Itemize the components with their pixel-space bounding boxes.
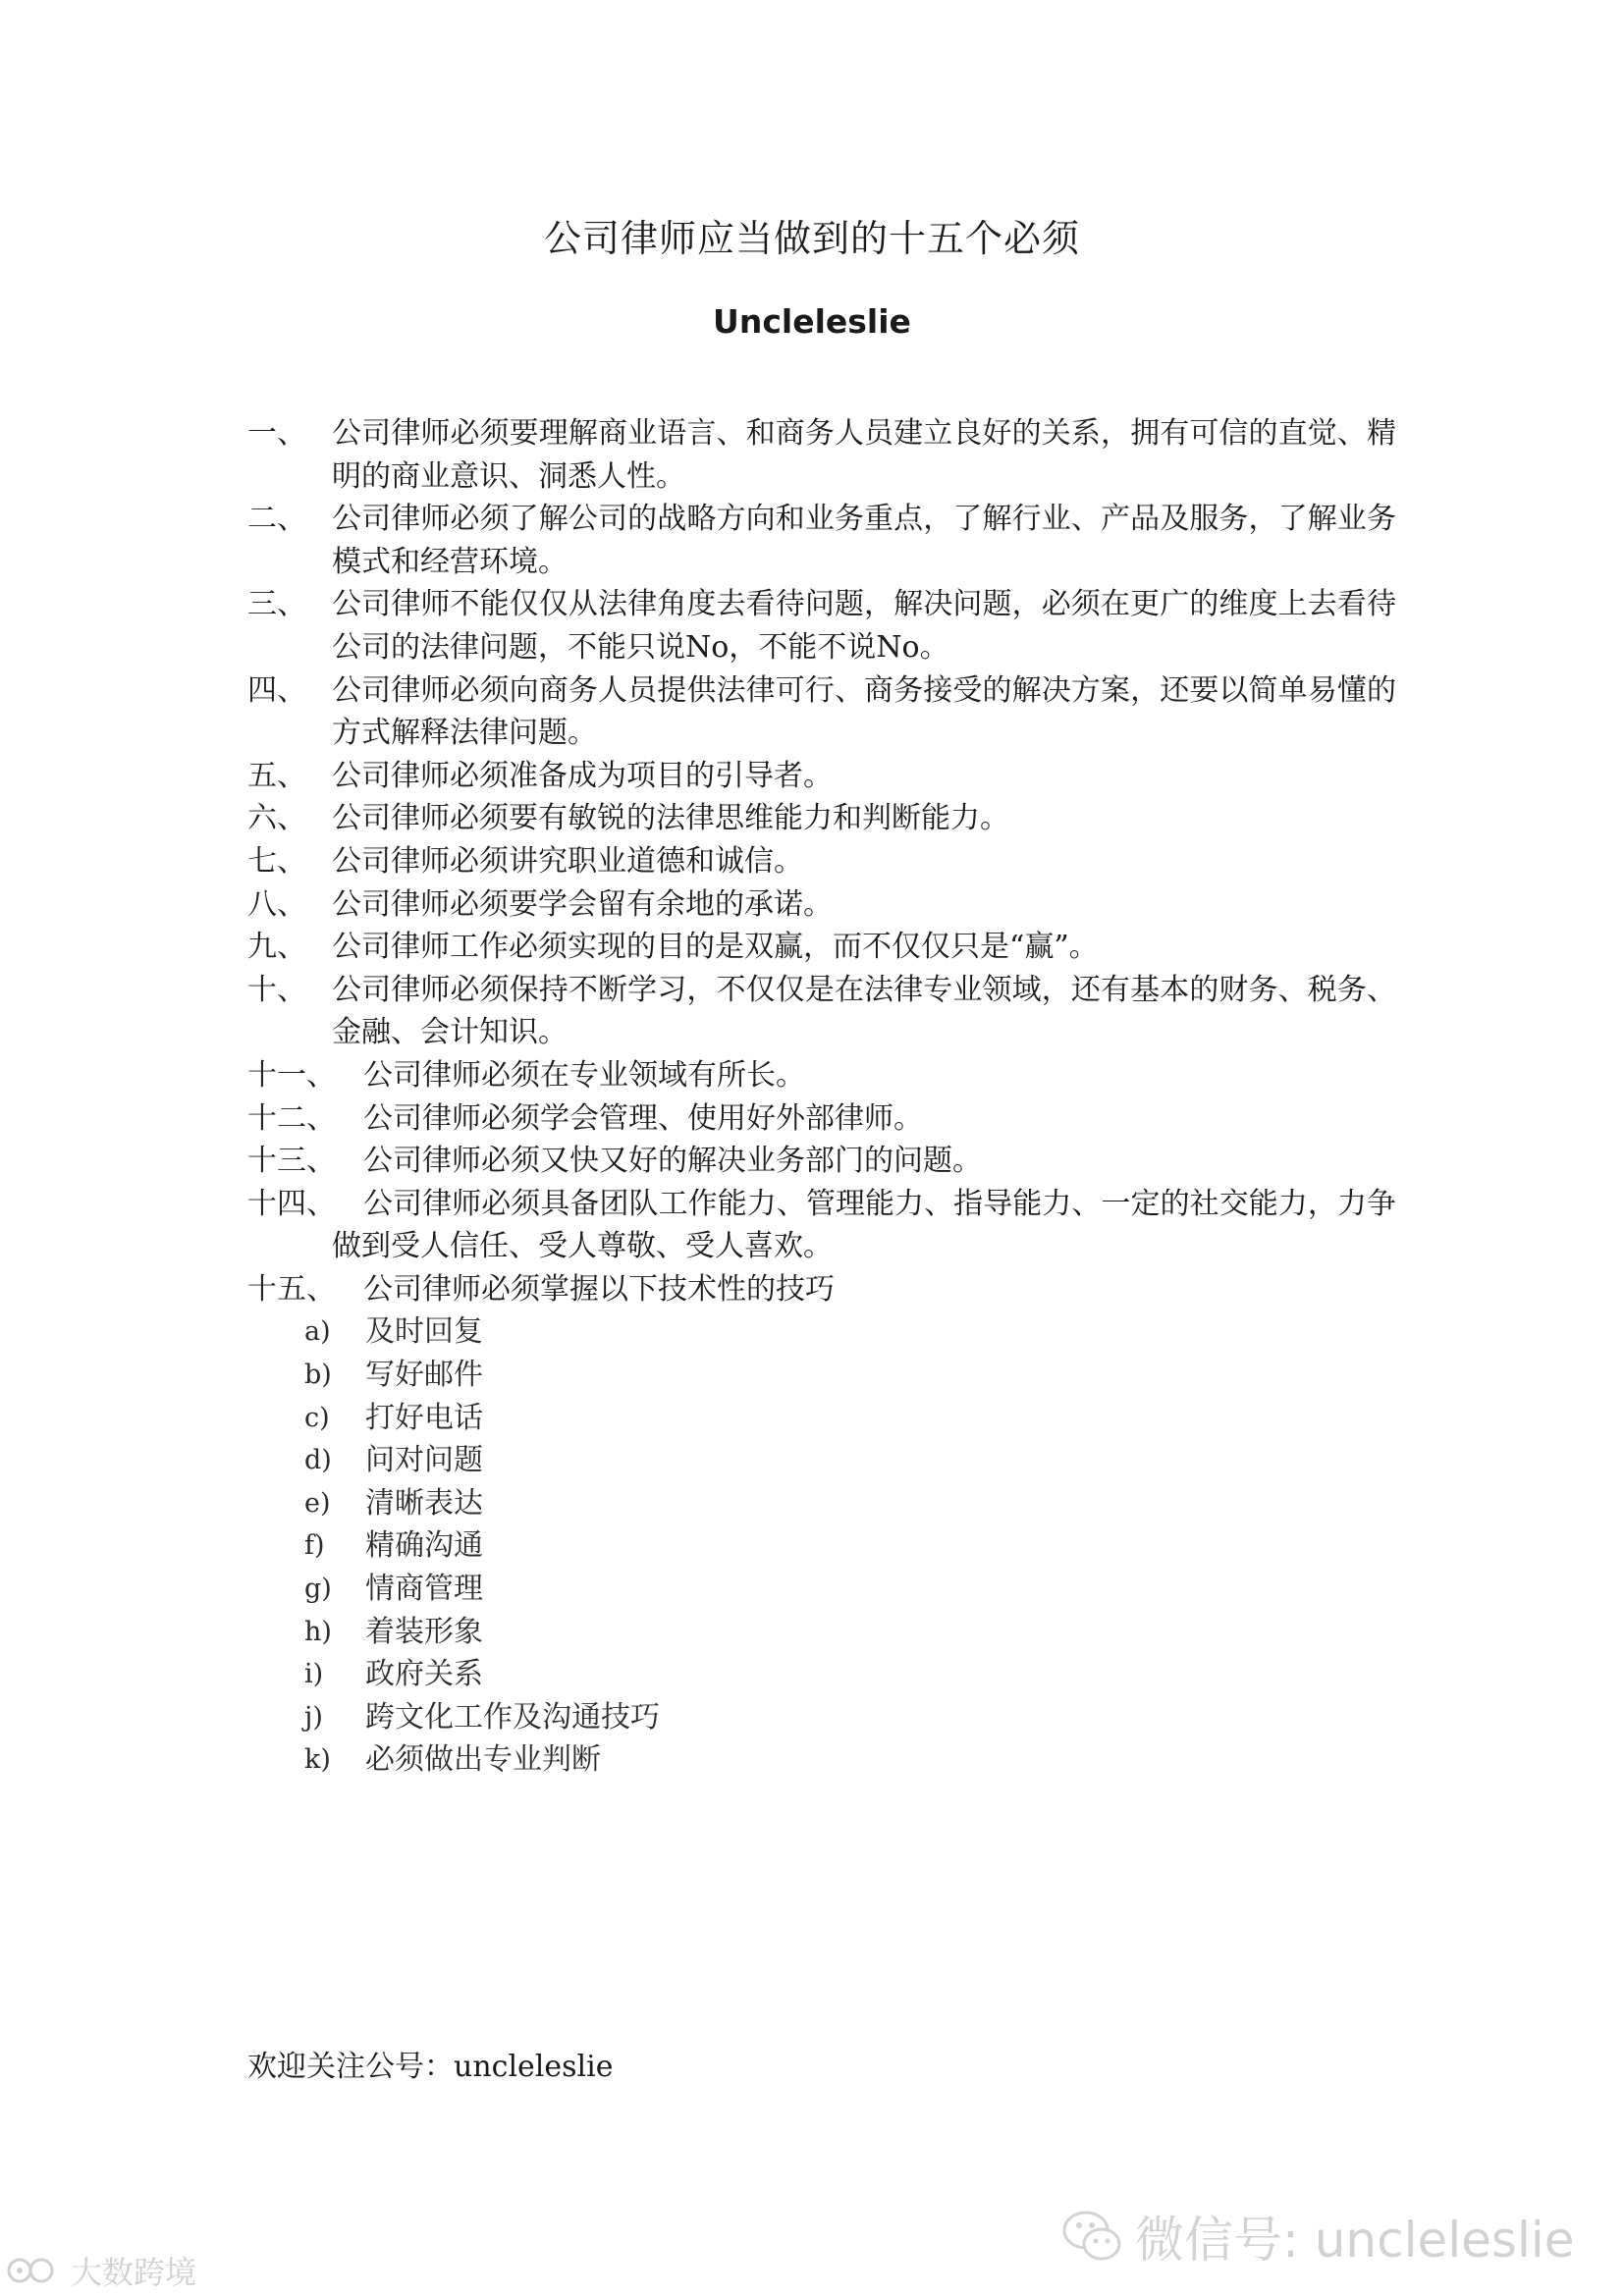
item-number: 十五、 <box>247 1271 336 1307</box>
sublist-letter: e) <box>304 1487 331 1519</box>
list-item <box>247 840 1396 883</box>
list-item <box>247 969 1396 1054</box>
requirements-list <box>247 412 1396 1782</box>
sublist-letter: g) <box>304 1574 332 1605</box>
sublist-item <box>304 1653 1396 1696</box>
sublist-letter: k) <box>304 1744 331 1776</box>
item-number: 六、 <box>247 801 306 836</box>
list-item <box>247 755 1396 798</box>
item-number: 二、 <box>247 502 306 537</box>
sublist-item <box>304 1439 1396 1482</box>
sublist-item <box>304 1310 1396 1354</box>
item-text: 公司律师必须要有敏锐的法律思维能力和判断能力。 <box>332 801 1009 836</box>
list-item <box>247 1097 1396 1141</box>
item-number: 七、 <box>247 843 306 879</box>
site-watermark-text: 大数跨境 <box>71 2254 197 2291</box>
sublist-letter: f) <box>304 1530 325 1562</box>
list-item <box>247 669 1396 755</box>
sublist-letter: h) <box>304 1616 332 1647</box>
item-number: 四、 <box>247 672 306 708</box>
sublist-text: 写好邮件 <box>365 1358 483 1393</box>
wechat-watermark <box>1060 2201 1575 2271</box>
list-item <box>247 1054 1396 1097</box>
list-item <box>247 1183 1396 1268</box>
item-text: 公司律师必须准备成为项目的引导者。 <box>332 758 833 793</box>
document-title: 公司律师应当做到的十五个必须 <box>543 217 1080 260</box>
sublist-item <box>304 1397 1396 1440</box>
list-item <box>247 412 1396 498</box>
sublist-text: 精确沟通 <box>365 1528 483 1564</box>
item-text: 公司律师必须要学会留有余地的承诺。 <box>332 886 833 922</box>
item-text: 公司律师必须要理解商业语言、和商务人员建立良好的关系，拥有可信的直觉、精明的商业意识、洞悉人性。 <box>332 416 1396 494</box>
item-text: 公司律师不能仅仅从法律角度去看待问题，解决问题，必须在更广的维度上去看待公司的法律问题，不能只说No，不能不说No。 <box>332 587 1396 665</box>
sublist-letter: a) <box>304 1316 331 1348</box>
sublist-text: 及时回复 <box>365 1314 483 1350</box>
sublist-text: 情商管理 <box>365 1572 483 1607</box>
list-item <box>247 883 1396 927</box>
sublist-item <box>304 1524 1396 1568</box>
item-text: 公司律师必须学会管理、使用好外部律师。 <box>363 1100 923 1136</box>
item-text: 公司律师必须具备团队工作能力、管理能力、指导能力、一定的社交能力，力争做到受人信任、受人尊敬、受人喜欢。 <box>332 1186 1396 1264</box>
list-item <box>247 583 1396 668</box>
sublist-item <box>304 1738 1396 1782</box>
sublist-text: 打好电话 <box>365 1400 483 1435</box>
wechat-watermark-text: 微信号: uncleleslie <box>1135 2212 1575 2269</box>
item-number: 五、 <box>247 758 306 793</box>
sublist-letter: j) <box>304 1701 323 1733</box>
list-item <box>247 1268 1396 1311</box>
sublist-text: 必须做出专业判断 <box>365 1742 601 1778</box>
list-item <box>247 797 1396 840</box>
sublist-text: 着装形象 <box>365 1614 483 1649</box>
document-author: Uncleleslie <box>713 302 911 341</box>
item-number: 八、 <box>247 886 306 922</box>
sublist-text: 问对问题 <box>365 1443 483 1478</box>
list-item <box>247 498 1396 583</box>
sublist-item <box>304 1568 1396 1611</box>
item-text: 公司律师必须向商务人员提供法律可行、商务接受的解决方案，还要以简单易懂的方式解释法律问题。 <box>332 672 1396 751</box>
item-number: 十四、 <box>247 1186 336 1221</box>
sublist-item <box>304 1696 1396 1739</box>
sublist-item <box>304 1482 1396 1525</box>
sublist-letter: d) <box>304 1445 332 1476</box>
item-text: 公司律师必须了解公司的战略方向和业务重点，了解行业、产品及服务，了解业务模式和经营环境。 <box>332 502 1396 579</box>
site-watermark <box>6 2248 196 2293</box>
item-text: 公司律师必须掌握以下技术性的技巧 <box>363 1271 835 1307</box>
logo-icon <box>6 2251 67 2290</box>
item-number: 十三、 <box>247 1144 336 1179</box>
skills-sublist <box>304 1310 1396 1782</box>
item-number: 十、 <box>247 972 306 1007</box>
wechat-icon <box>1060 2209 1125 2264</box>
list-item <box>247 926 1396 969</box>
sublist-item <box>304 1611 1396 1654</box>
item-text: 公司律师工作必须实现的目的是双赢，而不仅仅只是“赢”。 <box>332 930 1099 965</box>
sublist-letter: i) <box>304 1659 324 1690</box>
sublist-text: 跨文化工作及沟通技巧 <box>365 1699 660 1735</box>
item-number: 三、 <box>247 587 306 622</box>
item-text: 公司律师必须讲究职业道德和诚信。 <box>332 843 803 879</box>
item-text: 公司律师必须在专业领域有所长。 <box>363 1057 805 1093</box>
sublist-text: 清晰表达 <box>365 1485 483 1521</box>
list-item <box>247 1140 1396 1183</box>
sublist-letter: c) <box>304 1402 330 1433</box>
item-number: 一、 <box>247 416 306 451</box>
sublist-text: 政府关系 <box>365 1657 483 1692</box>
item-number: 九、 <box>247 930 306 965</box>
item-number: 十二、 <box>247 1100 336 1136</box>
sublist-item <box>304 1354 1396 1397</box>
item-number: 十一、 <box>247 1057 336 1093</box>
item-text: 公司律师必须保持不断学习，不仅仅是在法律专业领域，还有基本的财务、税务、金融、会计知识。 <box>332 972 1396 1050</box>
sublist-letter: b) <box>304 1360 332 1391</box>
item-text: 公司律师必须又快又好的解决业务部门的问题。 <box>363 1144 982 1179</box>
footer-follow-text: 欢迎关注公号：uncleleslie <box>247 2050 614 2084</box>
